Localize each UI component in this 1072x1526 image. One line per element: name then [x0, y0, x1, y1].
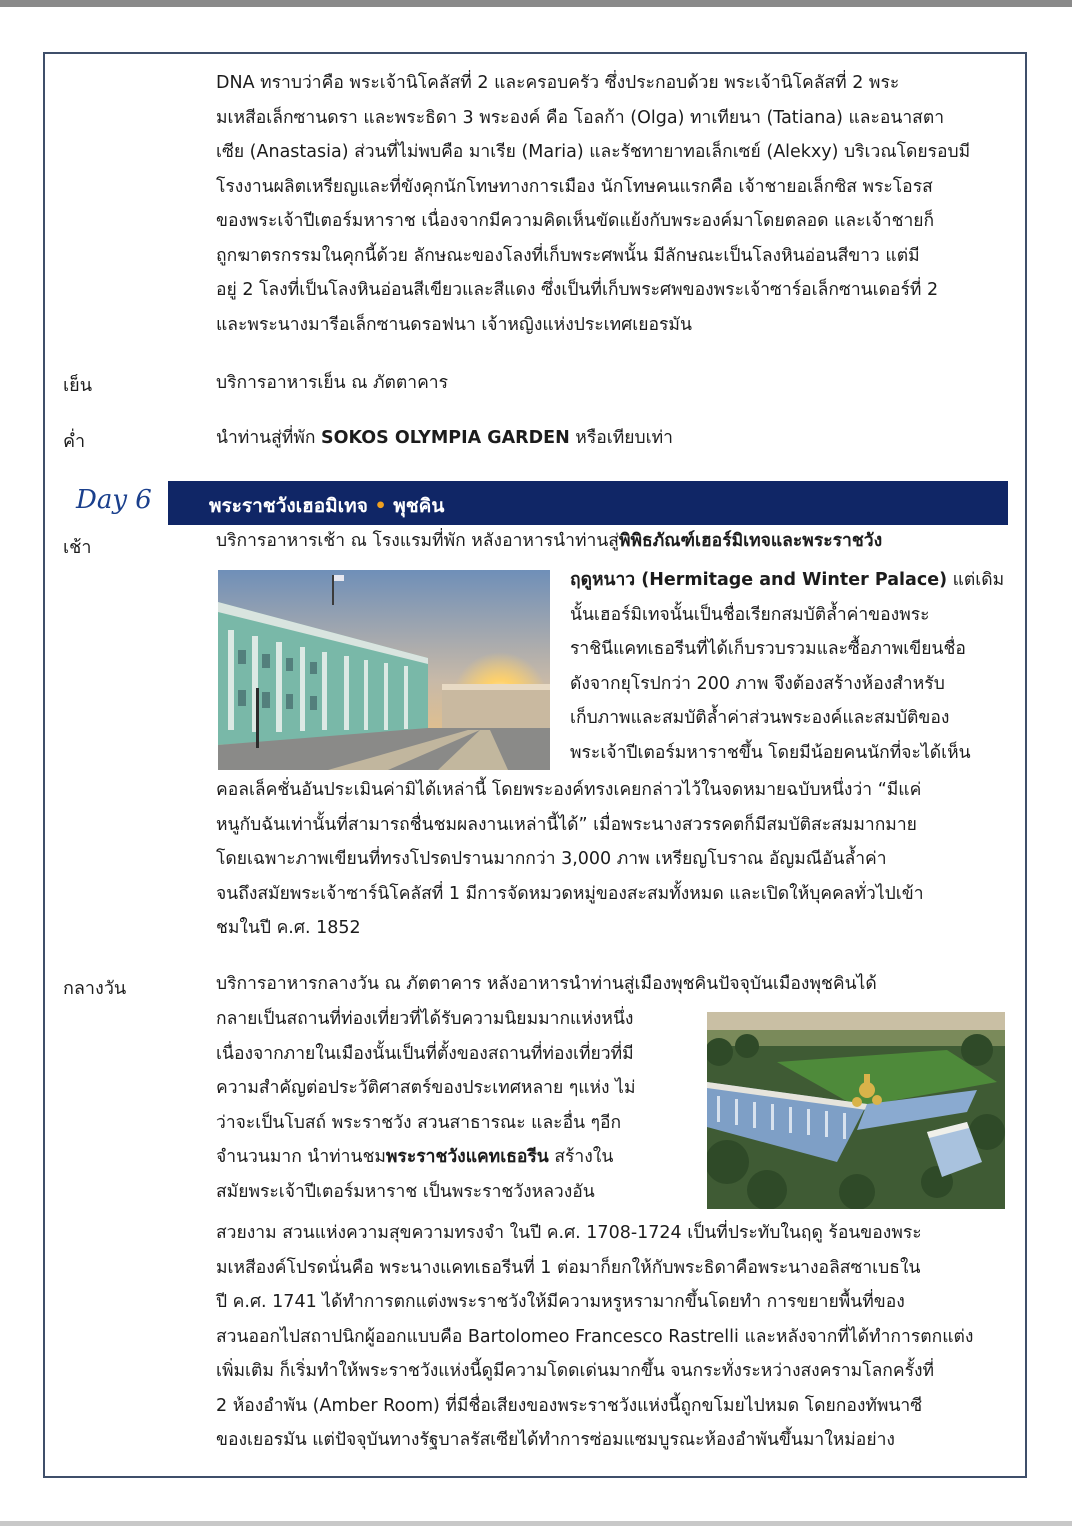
- day-badge: [64, 481, 168, 525]
- day-number: Day 6: [76, 485, 152, 515]
- morning-side-line: ดังจากยุโรปกว่า 200 ภาพ จึงต้องสร้างห้องสำหรับ: [570, 673, 945, 694]
- winter-palace-name: ฤดูหนาว (Hermitage and Winter Palace): [570, 570, 948, 590]
- morning-first-plain: บริการอาหารเช้า ณ โรงแรมที่พัก หลังอาหารนำท่านสู่: [216, 531, 619, 551]
- morning-side-line1-plain: แต่เดิม: [947, 570, 1005, 590]
- noon-side-line5-plain: จำนวนมาก นำท่านชม: [216, 1147, 386, 1167]
- night-label: ค่ำ: [63, 431, 86, 452]
- night-text: [216, 421, 673, 456]
- noon-full-text: [216, 1216, 973, 1458]
- morning-full-text: [216, 773, 924, 946]
- evening-text: บริการอาหารเย็น ณ ภัตตาคาร: [216, 373, 449, 393]
- noon-side-line: สมัยพระเจ้าปีเตอร์มหาราช เป็นพระราชวังหลวงอัน: [216, 1181, 595, 1202]
- morning-label: เช้า: [63, 537, 92, 558]
- noon-full-line: เพิ่มเติม ก็เริ่มทำให้พระราชวังแห่งนี้ดูมีความโดดเด่นมากขึ้น จนกระทั่งระหว่างสงครามโลกครั้งที่: [216, 1361, 935, 1381]
- bottom-edge-line: [0, 1521, 1072, 1526]
- intro-line: ถูกฆาตรกรรมในคุกนี้ด้วย ลักษณะของโลงที่เก็บพระศพนั้น มีลักษณะเป็นโลงหินอ่อนสีขาว แต่มี: [216, 245, 920, 266]
- hermitage-name: พิพิธภัณฑ์เฮอร์มิเทจและพระราชวัง: [618, 531, 883, 551]
- noon-side-line: กลายเป็นสถานที่ท่องเที่ยวที่ได้รับความนิยมมากแห่งหนึ่ง: [216, 1009, 634, 1029]
- morning-side-line: เก็บภาพและสมบัติล้ำค่าส่วนพระองค์และสมบัติของ: [570, 708, 950, 728]
- intro-line: โรงงานผลิตเหรียญและที่ขังคุกนักโทษทางการเมือง นักโทษคนแรกคือ เจ้าชายอเล็กซิส พระโอรส: [216, 176, 933, 197]
- noon-side-line: ความสำคัญต่อประวัติศาสตร์ของประเทศหลาย ๆแห่ง ไม่: [216, 1078, 636, 1098]
- noon-side-line5-after: สร้างใน: [548, 1147, 614, 1167]
- morning-full-line: จนถึงสมัยพระเจ้าซาร์นิโคลัสที่ 1 มีการจัดหมวดหมู่ของสะสมทั้งหมด และเปิดให้บุคคลทั่วไปเข้า: [216, 883, 924, 904]
- noon-full-line: 2 ห้องอำพัน (Amber Room) ที่มีชื่อเสียงของพระราชวังแห่งนี้ถูกขโมยไปหมด โดยกองทัพนาซี: [216, 1395, 923, 1416]
- day-title: [209, 491, 444, 521]
- day-header-bar: [64, 481, 1008, 525]
- morning-side-line: ราชินีแคทเธอรีนที่ได้เก็บรวบรวมและซื้อภาพเขียนชื่อ: [570, 639, 966, 659]
- evening-label: เย็น: [63, 375, 93, 396]
- intro-line: ของพระเจ้าปีเตอร์มหาราช เนื่องจากมีความคิดเห็นขัดแย้งกับพระองค์มาโดยตลอด และเจ้าชายก็: [216, 211, 935, 231]
- intro-line: อยู่ 2 โลงที่เป็นโลงหินอ่อนสีเขียวและสีแดง ซึ่งเป็นที่เก็บพระศพของพระเจ้าซาร์อเล็กซานเดอร์ที่ 2: [216, 280, 939, 300]
- noon-full-line: ของเยอรมัน แต่ปัจจุบันทางรัฐบาลรัสเซียได้ทำการซ่อมแซมบูรณะห้องอำพันขึ้นมาใหม่อย่าง: [216, 1430, 895, 1450]
- noon-full-line: สวนออกไปสถาปนิกผู้ออกแบบคือ Bartolomeo Francesco Rastrelli และหลังจากที่ได้ทำการตกแต่ง: [216, 1326, 974, 1347]
- night-text-before: นำท่านสู่ที่พัก: [216, 428, 322, 448]
- winter-palace-photo: [218, 570, 550, 770]
- morning-side-line: พระเจ้าปีเตอร์มหาราชขึ้น โดยมีน้อยคนนักที่จะได้เห็น: [570, 742, 971, 763]
- intro-line: มเหสีอเล็กซานดรา และพระธิดา 3 พระองค์ คือ โอลก้า (Olga) ทาเทียนา (Tatiana) และอนาสตา: [216, 107, 945, 128]
- intro-line: และพระนางมารีอเล็กซานดรอฟนา เจ้าหญิงแห่งประเทศเยอรมัน: [216, 314, 692, 335]
- catherine-palace-illustration: [707, 1012, 1005, 1209]
- morning-side-text: [570, 563, 1004, 770]
- morning-full-line: หนูกับฉันเท่านั้นที่สามารถชื่นชมผลงานเหล่านี้ได้” เมื่อพระนางสวรรคตก็มีสมบัติสะสมมากมาย: [216, 814, 917, 835]
- noon-side-line: [216, 1140, 636, 1175]
- noon-full-line: มเหสีองค์โปรดนั่นคือ พระนางแคทเธอรีนที่ 1 ต่อมาก็ยกให้กับพระธิดาคือพระนางอลิสซาเบธใน: [216, 1257, 921, 1278]
- catherine-palace-name: พระราชวังแคทเธอรีน: [385, 1147, 549, 1167]
- morning-full-line: คอลเล็คชั่นอันประเมินค่ามิได้เหล่านี้ โดยพระองค์ทรงเคยกล่าวไว้ในจดหมายฉบับหนึ่งว่า “มีแค่: [216, 780, 922, 800]
- intro-line: DNA ทราบว่าคือ พระเจ้านิโคลัสที่ 2 และครอบครัว ซึ่งประกอบด้วย พระเจ้านิโคลัสที่ 2 พระ: [216, 73, 900, 93]
- morning-side-line: นั้นเฮอร์มิเทจนั้นเป็นชื่อเรียกสมบัติล้ำค่าของพระ: [570, 604, 930, 625]
- day-title-part1: พระราชวังเฮอมิเทจ: [209, 495, 368, 517]
- intro-paragraph: [216, 66, 970, 342]
- morning-full-line: โดยเฉพาะภาพเขียนที่ทรงโปรดปรานมากกว่า 3,000 ภาพ เหรียญโบราณ อัญมณีอันล้ำค่า: [216, 849, 887, 869]
- winter-palace-illustration: [218, 570, 550, 770]
- hotel-name: SOKOS OLYMPIA GARDEN: [321, 428, 570, 448]
- morning-first-line: [216, 524, 882, 559]
- intro-line: เซีย (Anastasia) ส่วนที่ไม่พบคือ มาเรีย (Maria) และรัชทายาทอเล็กเซย์ (Alekxy) บริเวณโดยรอบมี: [216, 142, 971, 162]
- morning-side-line: [570, 563, 1004, 598]
- top-edge-bar: [0, 0, 1072, 7]
- noon-side-text: [216, 1002, 636, 1209]
- noon-full-line: ปี ค.ศ. 1741 ได้ทำการตกแต่งพระราชวังให้มีความหรูหรามากขึ้นโดยทำ การขยายพื้นที่ของ: [216, 1292, 905, 1312]
- noon-label: กลางวัน: [63, 978, 127, 999]
- noon-side-line: ว่าจะเป็นโบสถ์ พระราชวัง สวนสาธารณะ และอื่น ๆอีก: [216, 1112, 622, 1133]
- noon-first-line: บริการอาหารกลางวัน ณ ภัตตาคาร หลังอาหารนำท่านสู่เมืองพุชคินปัจจุบันเมืองพุชคินได้: [216, 974, 877, 994]
- morning-full-line: ชมในปี ค.ศ. 1852: [216, 918, 361, 938]
- noon-side-line: เนื่องจากภายในเมืองนั้นเป็นที่ตั้งของสถานที่ท่องเที่ยวที่มี: [216, 1043, 634, 1064]
- catherine-palace-photo: [707, 1012, 1005, 1209]
- title-separator: •: [374, 495, 387, 517]
- day-title-part2: พุชคิน: [393, 495, 445, 517]
- night-text-after: หรือเทียบเท่า: [569, 428, 673, 448]
- noon-full-line: สวยงาม สวนแห่งความสุขความทรงจำ ในปี ค.ศ. 1708-1724 เป็นที่ประทับในฤดู ร้อนของพระ: [216, 1223, 922, 1243]
